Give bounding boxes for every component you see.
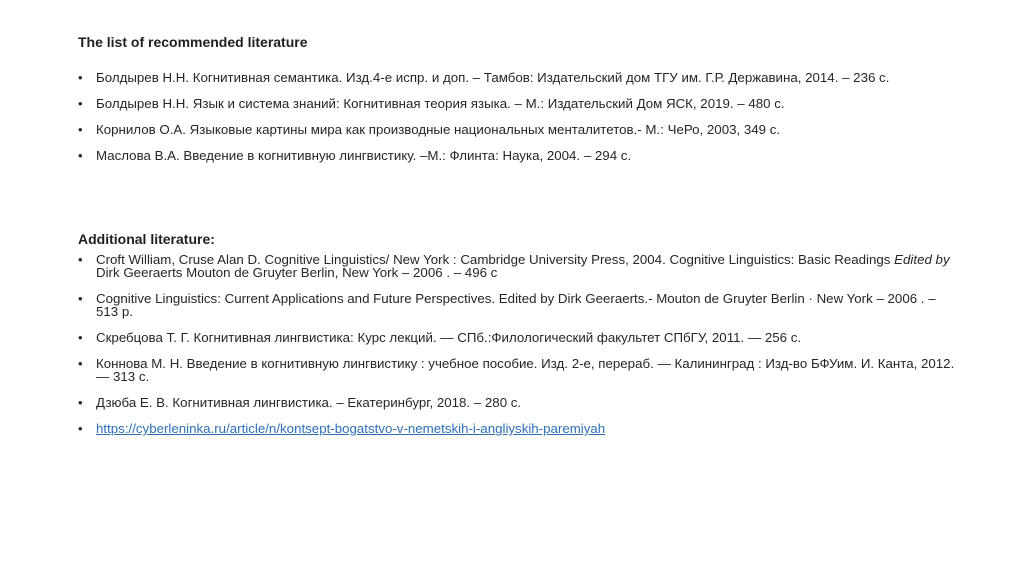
reference-text: Дзюба Е. В. Когнитивная лингвистика. – Екатеринбург, 2018. – 280 с.	[96, 395, 522, 410]
cyberleninka-link[interactable]: https://cyberleninka.ru/article/n/kontsept-bogatstvo-v-nemetskih-i-angliyskih-paremiyah	[96, 421, 606, 436]
list-item	[78, 292, 958, 318]
bullet-icon: •	[78, 356, 83, 371]
list-item	[78, 357, 958, 383]
reference-text: Cognitive Linguistics: Current Applications and Future Perspectives. Edited by Dirk Geeraerts.- Mouton de Gruyter Berlin · New York – 2006 . – 513 р.	[96, 291, 936, 319]
reference-text: Croft William, Cruse Alan D. Cognitive Linguistics/ New York : Cambridge University Press, 2004. Cognitive Linguistics: Basic Readings Edited by Dirk Geeraerts Mouton de Gruyter Berlin, New York – 2006 . – 496 с	[96, 252, 950, 280]
bullet-icon: •	[78, 122, 83, 137]
reference-text: Коннова М. Н. Введение в когнитивную лингвистику : учебное пособие. Изд. 2-е, перераб. — Калининград : Изд-во БФУим. И. Канта, 2012. — 313 с.	[96, 356, 955, 384]
list-item	[78, 422, 958, 435]
reference-text: Болдырев Н.Н. Язык и система знаний: Когнитивная теория языка. – М.: Издательский Дом ЯСК, 2019. – 480 с.	[96, 96, 785, 111]
recommended-literature-heading: The list of recommended literature	[78, 34, 308, 50]
list-item	[78, 331, 958, 344]
reference-text: Маслова В.А. Введение в когнитивную лингвистику. –М.: Флинта: Наука, 2004. – 294 с.	[96, 148, 632, 163]
list-item	[78, 149, 958, 162]
list-item	[78, 253, 958, 279]
bullet-icon: •	[78, 330, 83, 345]
bullet-icon: •	[78, 96, 83, 111]
reference-text: Скребцова Т. Г. Когнитивная лингвистика: Курс лекций. — СПб.:Филологический факультет СПбГУ, 2011. — 256 с.	[96, 330, 802, 345]
additional-literature-heading: Additional literature:	[78, 231, 215, 247]
list-item	[78, 71, 958, 84]
bullet-icon: •	[78, 291, 83, 306]
additional-literature-list	[78, 253, 958, 448]
list-item	[78, 123, 958, 136]
recommended-literature-list	[78, 71, 958, 175]
list-item	[78, 97, 958, 110]
reference-text: Корнилов О.А. Языковые картины мира как производные национальных менталитетов.- М.: ЧеРо, 2003, 349 с.	[96, 122, 781, 137]
bullet-icon: •	[78, 148, 83, 163]
reference-text: Болдырев Н.Н. Когнитивная семантика. Изд.4-е испр. и доп. – Тамбов: Издательский дом ТГУ им. Г.Р. Державина, 2014. – 236 с.	[96, 70, 890, 85]
bullet-icon: •	[78, 421, 83, 436]
bullet-icon: •	[78, 395, 83, 410]
list-item	[78, 396, 958, 409]
bullet-icon: •	[78, 252, 83, 267]
bullet-icon: •	[78, 70, 83, 85]
